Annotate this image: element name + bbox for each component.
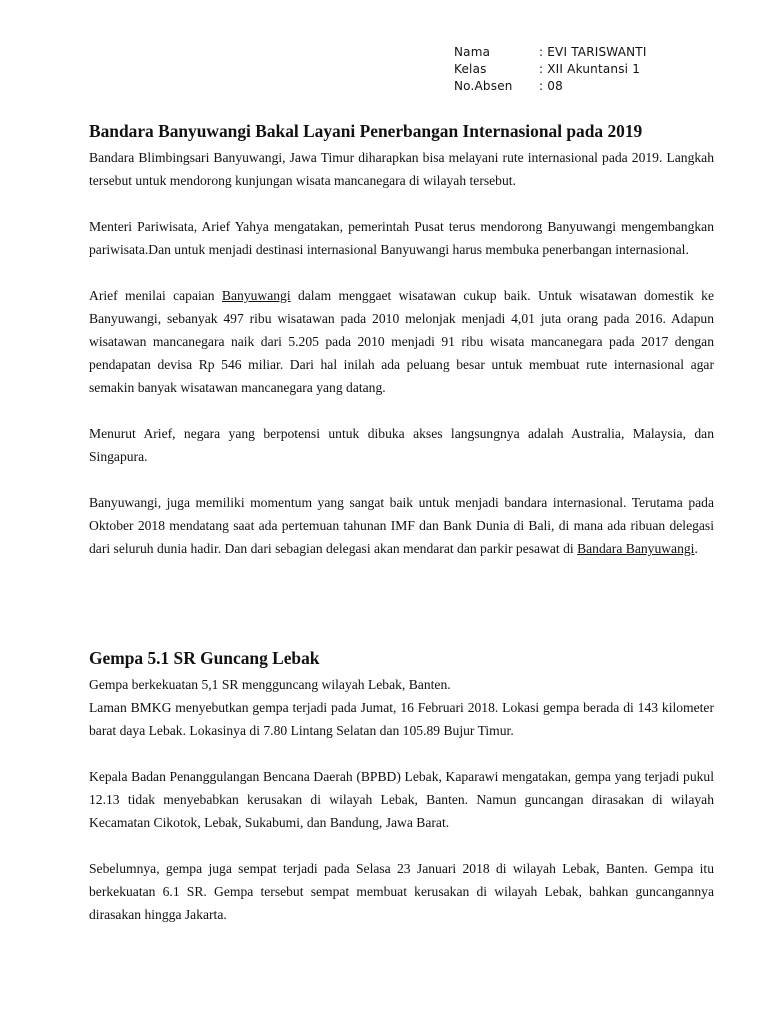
paragraph: Laman BMKG menyebutkan gempa terjadi pada Jumat, 16 Februari 2018. Lokasi gempa berada di 143 kilometer barat daya Lebak. Lokasinya di 7.80 Lintang Selatan dan 105.89 Bujur Timur. (89, 700, 714, 738)
paragraph: Menurut Arief, negara yang berpotensi untuk dibuka akses langsungnya adalah Australia, Malaysia, dan Singapura. (89, 426, 714, 464)
article-title: Bandara Banyuwangi Bakal Layani Penerbangan Internasional pada 2019 (89, 121, 643, 141)
article-title: Gempa 5.1 SR Guncang Lebak (89, 648, 320, 668)
paragraph-text: . (694, 541, 698, 556)
paragraph-text: Arief menilai capaian (89, 288, 222, 303)
paragraph: Bandara Blimbingsari Banyuwangi, Jawa Timur diharapkan bisa melayani rute internasional pada 2019. Langkah tersebut untuk mendorong kunjungan wisata mancanegara di wilayah tersebut. (89, 150, 714, 188)
paragraph: Menteri Pariwisata, Arief Yahya mengatakan, pemerintah Pusat terus mendorong Banyuwangi mengembangkan pariwisata.Dan untuk menjadi destinasi internasional Banyuwangi harus membuka penerbangan internasional. (89, 219, 714, 257)
identity-row-number (454, 78, 647, 95)
identity-label: Kelas (454, 62, 487, 76)
identity-value: : 08 (539, 79, 563, 93)
paragraph-text: dalam menggaet wisatawan cukup baik. Untuk wisatawan domestik ke Banyuwangi, sebanyak 497 ribu wisatawan pada 2010 melonjak menjadi 4,01 juta orang pada 2016. Adapun wisatawan mancanegara naik dari 5.205 pada 2010 menjadi 91 ribu wisata mancanegara pada 2017 dengan pendapatan devisa Rp 546 miliar. Dari hal inilah ada peluang besar untuk membuat rute internasional agar semakin banyak wisatawan mancanegara yang datang. (89, 288, 714, 395)
paragraph (89, 284, 714, 399)
identity-row-class (454, 61, 647, 78)
identity-label: No.Absen (454, 79, 513, 93)
identity-value: : XII Akuntansi 1 (539, 62, 641, 76)
paragraph (89, 491, 714, 560)
paragraph: Gempa berkekuatan 5,1 SR mengguncang wilayah Lebak, Banten. (89, 677, 451, 692)
paragraph: Kepala Badan Penanggulangan Bencana Daerah (BPBD) Lebak, Kaparawi mengatakan, gempa yang terjadi pukul 12.13 tidak menyebabkan kerusakan di wilayah Lebak, Banten. Namun guncangan dirasakan di wilayah Kecamatan Cikotok, Lebak, Sukabumi, dan Bandung, Jawa Barat. (89, 769, 714, 830)
student-identity (454, 44, 647, 95)
identity-value: : EVI TARISWANTI (539, 45, 647, 59)
identity-label: Nama (454, 45, 491, 59)
identity-row-name (454, 44, 647, 61)
bandara-banyuwangi-link[interactable]: Bandara Banyuwangi (577, 541, 695, 556)
banyuwangi-link[interactable]: Banyuwangi (221, 288, 291, 303)
paragraph-text: Banyuwangi, juga memiliki momentum yang sangat baik untuk menjadi bandara internasional. Terutama pada Oktober 2018 mendatang saat ada pertemuan tahunan IMF dan Bank Dunia di Bali, di mana ada ribuan delegasi dari seluruh dunia hadir. Dan dari sebagian delegasi akan mendarat dan parkir pesawat di (89, 495, 714, 556)
article-gempa-lebak (89, 647, 714, 926)
article-banyuwangi (89, 120, 714, 560)
paragraph: Sebelumnya, gempa juga sempat terjadi pada Selasa 23 Januari 2018 di wilayah Lebak, Banten. Gempa itu berkekuatan 6.1 SR. Gempa tersebut sempat membuat kerusakan di wilayah Lebak, bahkan guncangannya dirasakan hingga Jakarta. (89, 861, 714, 922)
